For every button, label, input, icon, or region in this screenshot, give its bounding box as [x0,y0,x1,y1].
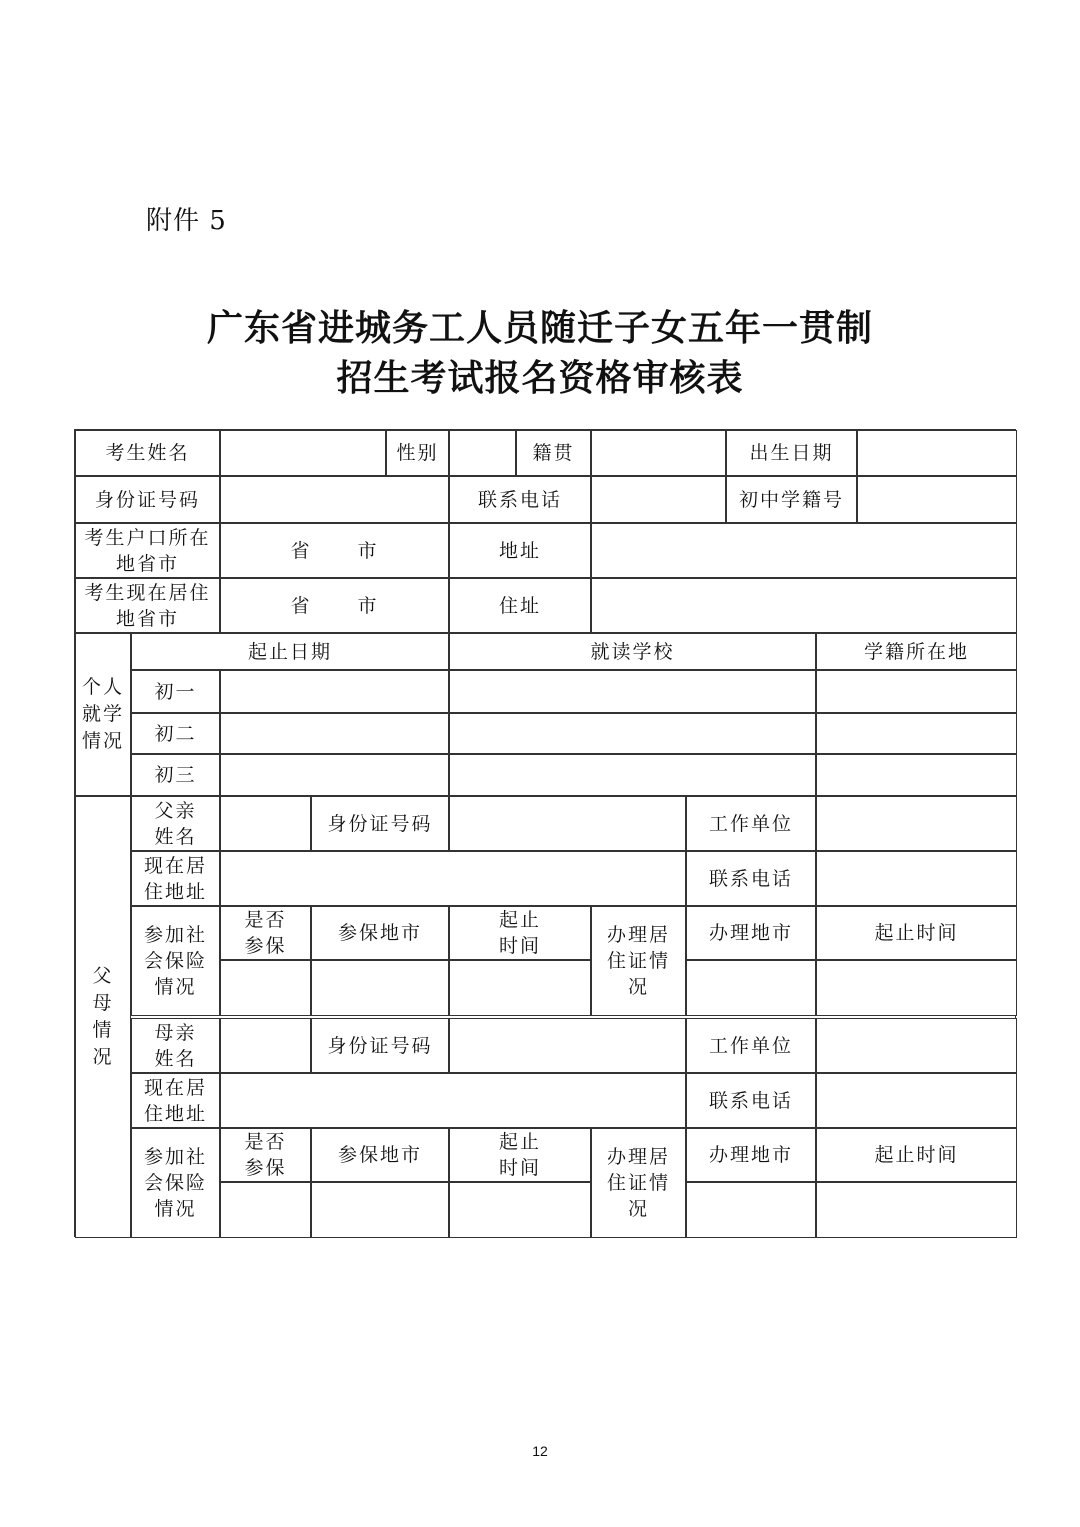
label-father-insurance: 参加社 会保险 情况 [131,906,220,1016]
label-hukou-address: 地址 [449,523,591,578]
label-father-ins-city: 参保地市 [311,906,449,960]
field-father-ins-city[interactable] [311,960,449,1016]
field-grade-3-school[interactable] [449,754,816,796]
label-grade-3: 初三 [131,754,220,796]
field-father-address[interactable] [220,851,686,906]
field-father-work[interactable] [816,796,1017,851]
label-hukou-province-city: 考生户口所在 地省市 [75,523,220,578]
province-label: 省 [290,594,312,617]
page-number: 12 [532,1443,548,1459]
label-gender: 性别 [386,430,449,476]
field-id-number[interactable] [220,476,449,523]
field-father-permit-city[interactable] [686,960,816,1016]
field-mother-permit-period[interactable] [816,1182,1017,1238]
city-label: 市 [357,594,379,617]
header-study-school: 就读学校 [449,633,816,670]
field-gender[interactable] [449,430,516,476]
label-father-permit: 办理居 住证情 况 [591,906,686,1016]
label-mother-ins-period: 起止 时间 [449,1128,591,1182]
field-grade-1-period[interactable] [220,670,449,713]
attachment-label: 附件 5 [146,206,227,236]
field-birth-date[interactable] [857,430,1017,476]
label-residence-address: 住址 [449,578,591,633]
label-father-id: 身份证号码 [311,796,449,851]
label-study-section: 个人 就学 情况 [75,633,131,796]
city-label: 市 [357,539,379,562]
field-residence-address[interactable] [591,578,1017,633]
field-hukou-address[interactable] [591,523,1017,578]
field-mother-insured[interactable] [220,1182,311,1238]
field-grade-2-period[interactable] [220,713,449,754]
label-father-phone: 联系电话 [686,851,816,906]
field-grade-3-period[interactable] [220,754,449,796]
label-mother-address: 现在居 住地址 [131,1073,220,1128]
label-mother-permit: 办理居 住证情 况 [591,1128,686,1238]
field-father-permit-period[interactable] [816,960,1017,1016]
label-phone: 联系电话 [449,476,591,523]
field-residence-province-city[interactable] [220,578,449,633]
field-grade-1-registry[interactable] [816,670,1017,713]
field-phone[interactable] [591,476,726,523]
field-student-name[interactable] [220,430,386,476]
field-father-phone[interactable] [816,851,1017,906]
label-grade-2: 初二 [131,713,220,754]
label-mother-ins-city: 参保地市 [311,1128,449,1182]
province-label: 省 [290,539,312,562]
field-father-name[interactable] [220,796,311,851]
label-mother-insured: 是否 参保 [220,1128,311,1182]
label-grade-1: 初一 [131,670,220,713]
header-study-period: 起止日期 [131,633,449,670]
label-father-address: 现在居 住地址 [131,851,220,906]
form-title-line-1: 广东省进城务工人员随迁子女五年一贯制 [206,308,873,349]
label-mother-name: 母亲 姓名 [131,1018,220,1073]
form-title-line-2: 招生考试报名资格审核表 [336,358,744,399]
field-mother-ins-period[interactable] [449,1182,591,1238]
field-mother-work[interactable] [816,1018,1017,1073]
header-study-registry: 学籍所在地 [816,633,1017,670]
field-grade-2-registry[interactable] [816,713,1017,754]
field-grade-3-registry[interactable] [816,754,1017,796]
label-student-name: 考生姓名 [75,430,220,476]
label-mother-id: 身份证号码 [311,1018,449,1073]
field-father-ins-period[interactable] [449,960,591,1016]
label-id-number: 身份证号码 [75,476,220,523]
label-father-permit-period: 起止时间 [816,906,1017,960]
label-parents-section: 父 母 情 况 [75,796,131,1238]
label-school-registry-no: 初中学籍号 [726,476,857,523]
field-mother-address[interactable] [220,1073,686,1128]
label-mother-permit-period: 起止时间 [816,1128,1017,1182]
field-school-registry-no[interactable] [857,476,1017,523]
label-father-name: 父亲 姓名 [131,796,220,851]
field-grade-2-school[interactable] [449,713,816,754]
field-grade-1-school[interactable] [449,670,816,713]
label-mother-work: 工作单位 [686,1018,816,1073]
field-mother-name[interactable] [220,1018,311,1073]
label-mother-phone: 联系电话 [686,1073,816,1128]
field-mother-id[interactable] [449,1018,686,1073]
label-father-insured: 是否 参保 [220,906,311,960]
label-mother-insurance: 参加社 会保险 情况 [131,1128,220,1238]
field-mother-ins-city[interactable] [311,1182,449,1238]
field-father-insured[interactable] [220,960,311,1016]
field-mother-permit-city[interactable] [686,1182,816,1238]
review-form-grid [74,429,1016,1237]
label-father-ins-period: 起止 时间 [449,906,591,960]
label-mother-permit-city: 办理地市 [686,1128,816,1182]
field-mother-phone[interactable] [816,1073,1017,1128]
field-native-place[interactable] [591,430,726,476]
label-father-permit-city: 办理地市 [686,906,816,960]
label-father-work: 工作单位 [686,796,816,851]
label-native-place: 籍贯 [516,430,591,476]
field-hukou-province-city[interactable] [220,523,449,578]
field-father-id[interactable] [449,796,686,851]
label-residence-province-city: 考生现在居住 地省市 [75,578,220,633]
label-birth-date: 出生日期 [726,430,857,476]
